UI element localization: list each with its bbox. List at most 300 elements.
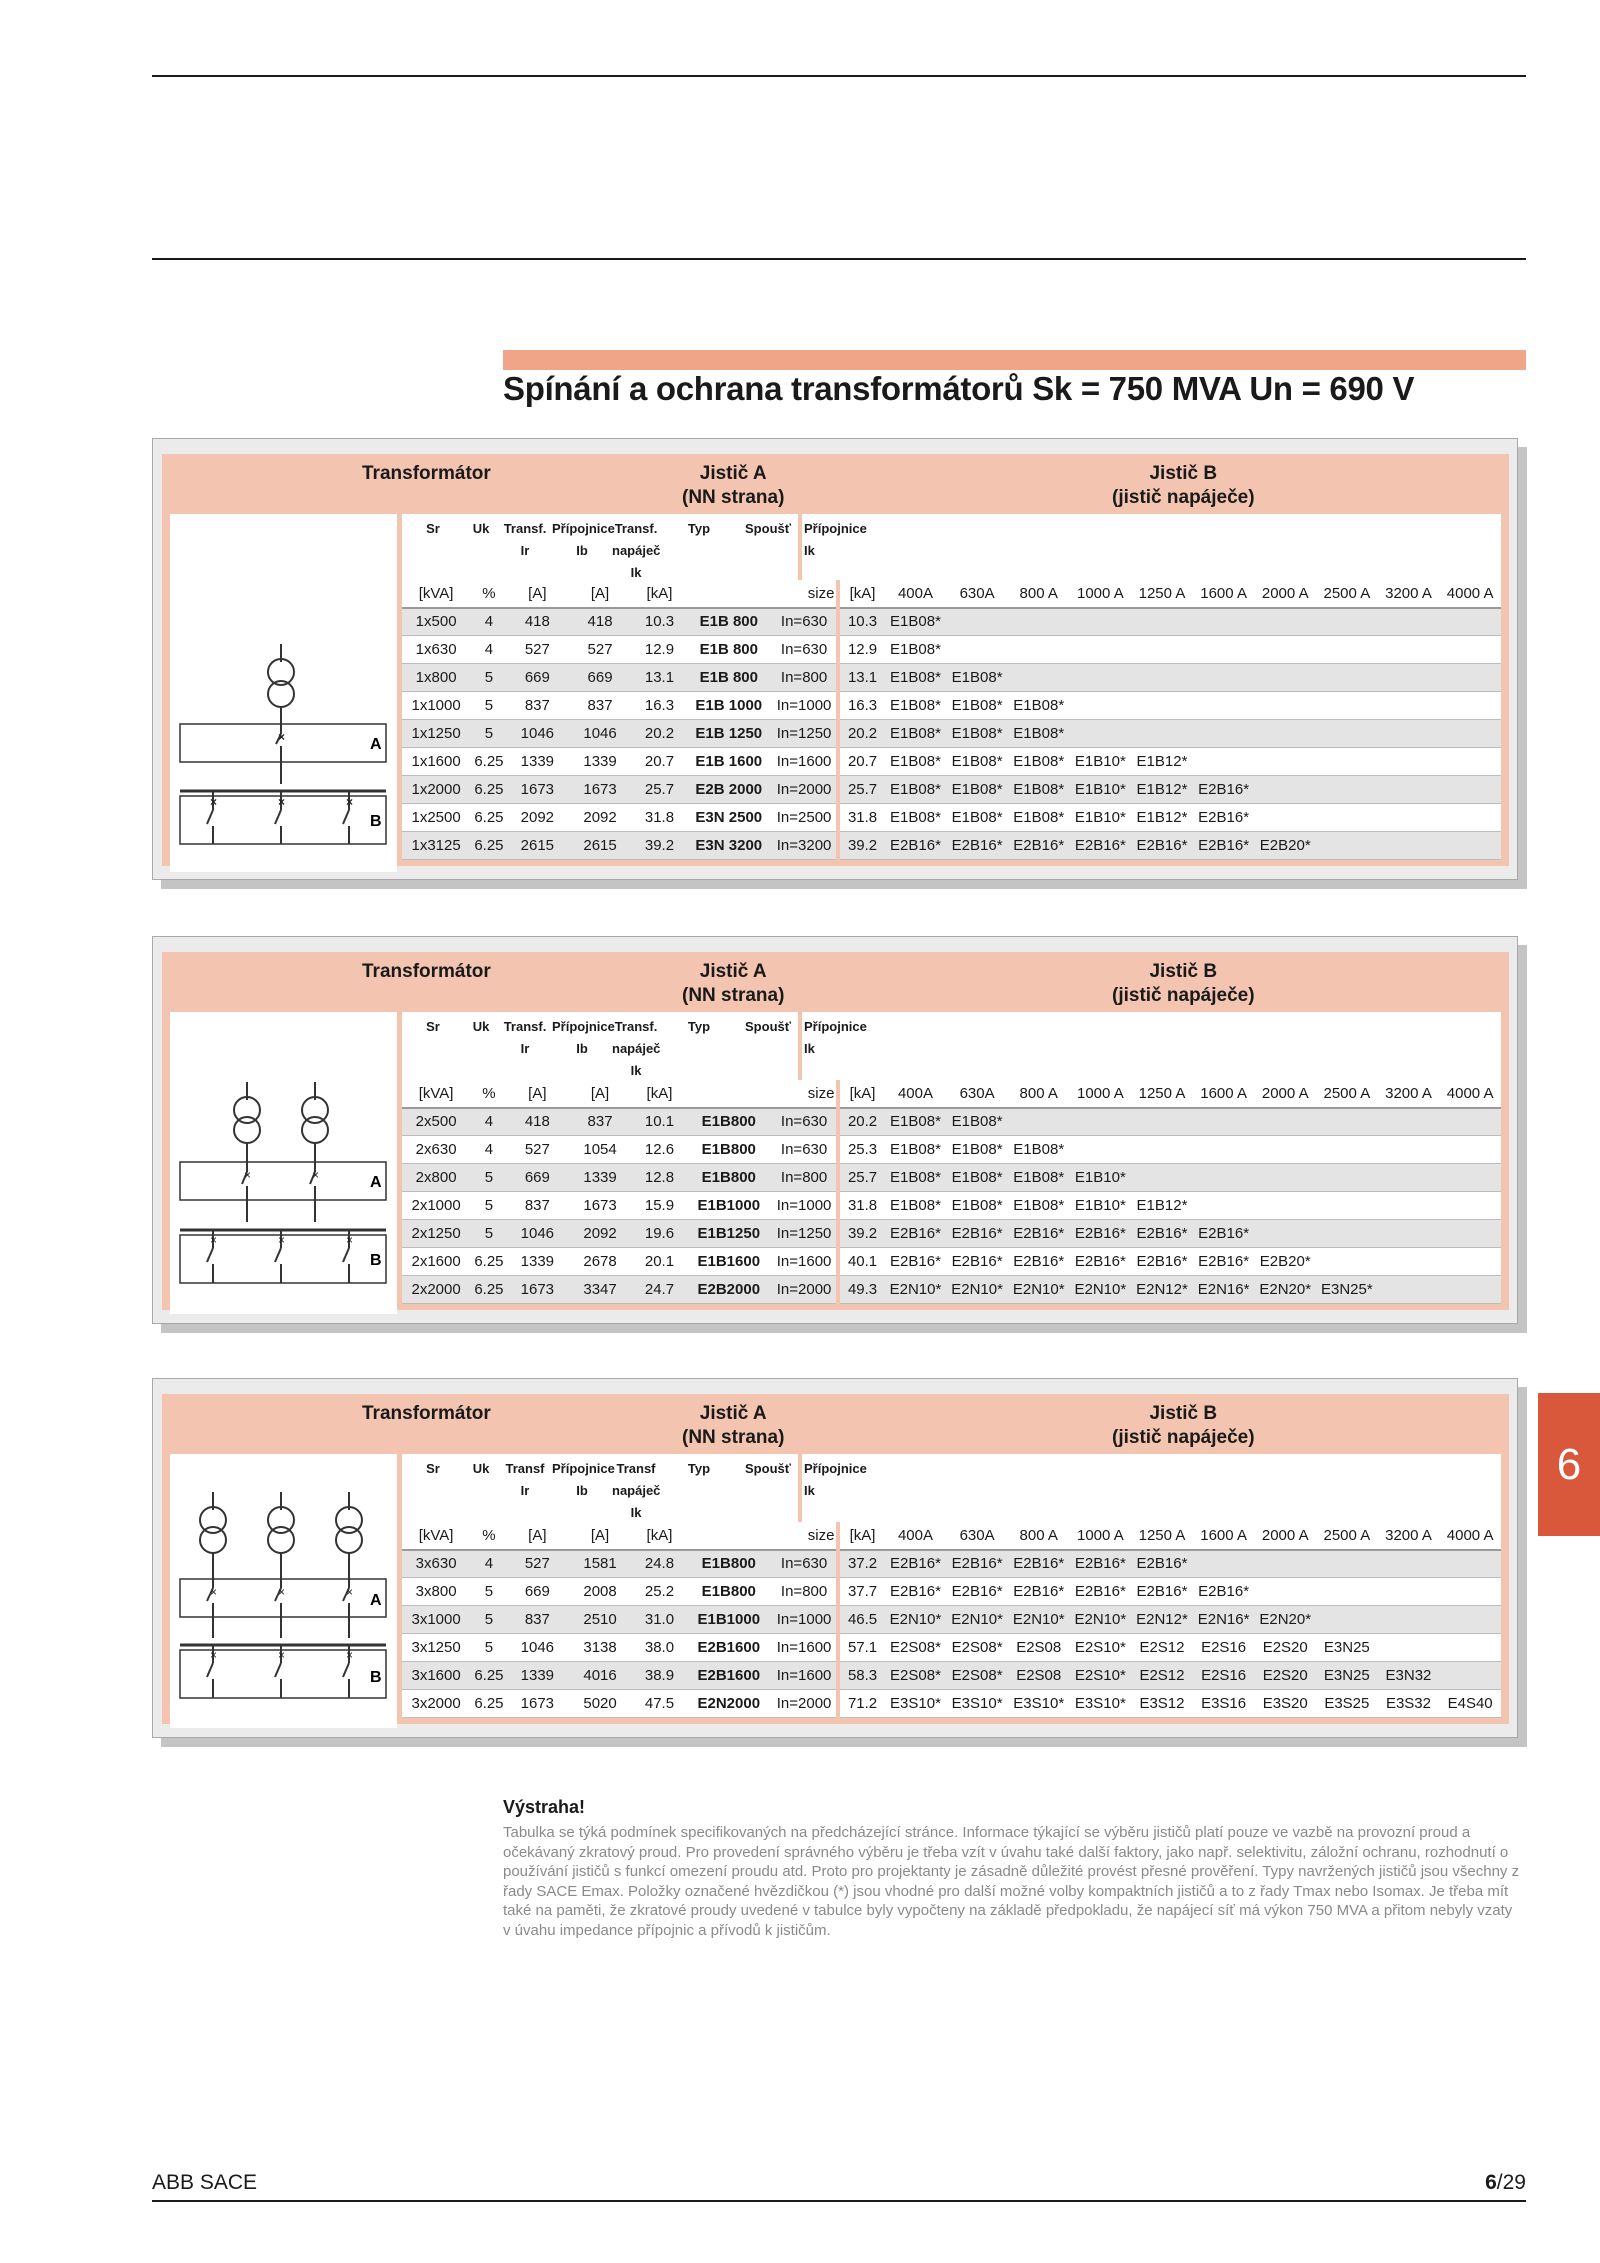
unit-cell: 400A [885, 580, 947, 608]
unit-cell: 1600 A [1193, 1522, 1255, 1550]
table-cell [1070, 692, 1132, 720]
column-header-line: Uk [472, 1019, 490, 1034]
column-header-line: Spoušť [745, 1461, 791, 1476]
breaker-type-cell: E1B1600 [686, 1248, 772, 1276]
table-cell: E2S20 [1254, 1634, 1316, 1662]
table-cell [1131, 636, 1193, 664]
table-row [402, 1164, 1501, 1192]
table-cell [1131, 720, 1193, 748]
table-cell: 5020 [567, 1690, 633, 1718]
table-cell: E2S10* [1070, 1634, 1132, 1662]
table-cell: E2B16* [1008, 832, 1070, 860]
table-cell: E1B08* [946, 776, 1008, 804]
table-cell [1439, 1164, 1501, 1192]
table-cell: E1B10* [1070, 804, 1132, 832]
table-cell: 71.2 [838, 1690, 884, 1718]
column-header-line: Přípojnice [552, 1461, 615, 1476]
three-transformer-diagram [170, 1454, 397, 1728]
column-header-line: Spoušť [745, 1019, 791, 1034]
unit-cell: [kA] [633, 1080, 686, 1108]
table-cell: 31.8 [838, 804, 884, 832]
transformer-size-cell: 1x1600 [402, 748, 470, 776]
table-cell: 4 [470, 636, 507, 664]
table-cell: 31.8 [633, 804, 686, 832]
table-cell: 47.5 [633, 1690, 686, 1718]
transformer-size-cell: 1x2500 [402, 804, 470, 832]
table-cell: E3S10* [1008, 1690, 1070, 1718]
transformer-size-cell: 1x2000 [402, 776, 470, 804]
unit-cell: 400A [885, 1522, 947, 1550]
column-header-line: Ik [804, 543, 815, 558]
table-cell: E1B08* [885, 720, 947, 748]
table-cell [1070, 720, 1132, 748]
table-cell: 527 [508, 1136, 567, 1164]
table-cell: 39.2 [838, 832, 884, 860]
transformer-size-cell: 1x1000 [402, 692, 470, 720]
breaker-type-cell: E1B 1600 [686, 748, 772, 776]
table-cell: E2B16* [1070, 832, 1132, 860]
table-cell: 12.8 [633, 1164, 686, 1192]
table-cell: E1B08* [946, 664, 1008, 692]
column-header-line: Typ [687, 1019, 711, 1034]
column-header-line: Ir [520, 1483, 530, 1498]
table-cell [1439, 776, 1501, 804]
column-header-line: Přípojnice [804, 1461, 867, 1476]
table-cell [1254, 1164, 1316, 1192]
column-header-line: Sr [426, 1461, 440, 1476]
column-header-feeder-transf [612, 1016, 660, 1082]
two-transformer-diagram [170, 1012, 397, 1314]
unit-cell: [A] [567, 1080, 633, 1108]
section-tab[interactable]: 6 [1538, 1393, 1600, 1536]
transformer-size-cell: 2x630 [402, 1136, 470, 1164]
unit-cell: 1250 A [1131, 580, 1193, 608]
svg-text:×: × [210, 1585, 218, 1599]
transformer-size-cell: 1x3125 [402, 832, 470, 860]
table-cell: E1B08* [946, 720, 1008, 748]
svg-text:×: × [346, 1585, 354, 1599]
table-cell [1378, 1108, 1440, 1136]
table-cell [1439, 1136, 1501, 1164]
table-cell: In=1600 [772, 1248, 839, 1276]
table-cell: E2B16* [1008, 1578, 1070, 1606]
unit-cell: [kVA] [402, 1522, 470, 1550]
unit-cell [686, 1522, 772, 1550]
unit-cell: 4000 A [1439, 1080, 1501, 1108]
unit-cell: [kA] [838, 580, 884, 608]
single-line-diagram [170, 514, 397, 872]
table-cell [1316, 1248, 1378, 1276]
svg-text:×: × [244, 1168, 252, 1182]
table-cell: E2B16* [1193, 804, 1255, 832]
table-cell [1193, 1550, 1255, 1578]
table-cell: 10.1 [633, 1108, 686, 1136]
table-cell [1316, 1220, 1378, 1248]
title-accent-bar [503, 350, 1526, 370]
breaker-type-cell: E1B800 [686, 1578, 772, 1606]
column-header-feeder-transf [612, 1458, 660, 1524]
panel-header-area [162, 952, 1509, 1310]
table-cell: 20.7 [838, 748, 884, 776]
table-cell: E1B10* [1070, 748, 1132, 776]
unit-cell: 630A [946, 1522, 1008, 1550]
table-cell: 39.2 [838, 1220, 884, 1248]
table-cell [1254, 804, 1316, 832]
table-row [402, 636, 1501, 664]
table-cell: E2B16* [1131, 832, 1193, 860]
column-header-line: Transf [616, 1461, 656, 1476]
table-row [402, 804, 1501, 832]
table-cell: In=2000 [772, 1276, 839, 1304]
table-cell [1193, 748, 1255, 776]
table-cell: 10.3 [838, 608, 884, 636]
diagram-label-b: B [370, 1669, 382, 1686]
table-cell: E2N10* [1070, 1606, 1132, 1634]
table-row [402, 1690, 1501, 1718]
table-cell: 1339 [508, 1248, 567, 1276]
breaker-a-subtitle: (NN strana) [682, 985, 785, 1006]
table-cell: E1B08* [1008, 776, 1070, 804]
table-cell: E2S12 [1131, 1662, 1193, 1690]
column-header-transf [498, 1458, 552, 1502]
table-cell: 37.2 [838, 1550, 884, 1578]
table-cell [1439, 664, 1501, 692]
breaker-type-cell: E1B 800 [686, 608, 772, 636]
table-cell [1008, 636, 1070, 664]
diagram-label-a: A [370, 736, 382, 753]
table-cell: 418 [508, 608, 567, 636]
table-cell: 527 [508, 636, 567, 664]
breaker-b-header [1112, 462, 1255, 510]
table-cell: E1B08* [946, 1136, 1008, 1164]
table-cell: E1B08* [946, 804, 1008, 832]
table-row [402, 1634, 1501, 1662]
table-cell: 5 [470, 1578, 507, 1606]
table-cell: E1B08* [1008, 720, 1070, 748]
table-cell: E2B16* [1131, 1220, 1193, 1248]
table-cell: E2S10* [1070, 1662, 1132, 1690]
table-cell: 2092 [567, 804, 633, 832]
table-cell: E1B08* [1008, 1136, 1070, 1164]
unit-cell: 2500 A [1316, 1080, 1378, 1108]
table-cell: 20.2 [838, 1108, 884, 1136]
unit-cell: 4000 A [1439, 580, 1501, 608]
breaker-b-subtitle: (jistič napáječe) [1112, 487, 1255, 508]
svg-text:×: × [312, 1168, 320, 1182]
column-header-release [738, 1458, 798, 1480]
table-cell [1131, 664, 1193, 692]
breaker-a-title: Jistič A [699, 1403, 767, 1424]
table-cell: E1B08* [946, 692, 1008, 720]
footer-rule [152, 2200, 1526, 2202]
table-cell: E2N10* [1008, 1606, 1070, 1634]
header-rule [152, 258, 1526, 260]
table-cell: 12.9 [838, 636, 884, 664]
table-cell: 6.25 [470, 1662, 507, 1690]
breaker-type-cell: E2B 2000 [686, 776, 772, 804]
transformer-size-cell: 2x1600 [402, 1248, 470, 1276]
data-table-3 [402, 1454, 1501, 1718]
table-cell: E1B08* [885, 636, 947, 664]
table-cell: E2S08* [946, 1634, 1008, 1662]
table-cell: E2B16* [885, 1550, 947, 1578]
table-cell: E2B16* [1070, 1248, 1132, 1276]
unit-cell: % [470, 1522, 507, 1550]
column-header-line: Ik [630, 1063, 642, 1078]
table-cell: In=1600 [772, 1634, 839, 1662]
unit-cell: 1000 A [1070, 1080, 1132, 1108]
breaker-type-cell: E1B1000 [686, 1606, 772, 1634]
table-cell [1316, 1606, 1378, 1634]
table-cell: 20.2 [633, 720, 686, 748]
table-cell: 20.2 [838, 720, 884, 748]
table-cell: E2N10* [1070, 1276, 1132, 1304]
transformer-size-cell: 3x2000 [402, 1690, 470, 1718]
table-cell: E1B08* [946, 1108, 1008, 1136]
table-cell: E2B16* [1070, 1220, 1132, 1248]
table-cell [1378, 804, 1440, 832]
diagram-label-b: B [370, 1252, 382, 1269]
table-cell [1254, 720, 1316, 748]
table-cell: E2B16* [1193, 1220, 1255, 1248]
table-cell: E2B16* [885, 832, 947, 860]
column-header-line: Ib [576, 1041, 588, 1056]
table-cell [1070, 1108, 1132, 1136]
table-cell: 58.3 [838, 1662, 884, 1690]
table-cell: 5 [470, 692, 507, 720]
table-cell [1378, 748, 1440, 776]
table-cell [1193, 1136, 1255, 1164]
table-cell: 1339 [567, 1164, 633, 1192]
table-cell [1070, 664, 1132, 692]
table-cell [1254, 776, 1316, 804]
table-cell [1439, 1192, 1501, 1220]
units-row [402, 1080, 1501, 1108]
table-cell: 2678 [567, 1248, 633, 1276]
table-cell [1439, 1108, 1501, 1136]
table-cell: E2B16* [1131, 1578, 1193, 1606]
table-cell [1378, 1276, 1440, 1304]
single-line-diagram [170, 1012, 397, 1314]
single-line-diagram [170, 1454, 397, 1728]
table-cell: 2092 [508, 804, 567, 832]
table-cell [1378, 1550, 1440, 1578]
breaker-type-cell: E1B 1000 [686, 692, 772, 720]
breaker-type-cell: E2B1600 [686, 1662, 772, 1690]
column-header-busbar-b [804, 518, 867, 562]
table-cell: 1581 [567, 1550, 633, 1578]
table-cell: 418 [508, 1108, 567, 1136]
table-cell: In=800 [772, 1164, 839, 1192]
table-panel-3 [152, 1378, 1518, 1738]
table-cell [1378, 1192, 1440, 1220]
table-cell: 1339 [508, 748, 567, 776]
column-header-uk [464, 518, 498, 540]
table-cell: 12.6 [633, 1136, 686, 1164]
column-header-line: Transf. [503, 521, 547, 536]
table-cell: 38.9 [633, 1662, 686, 1690]
table-cell [1439, 1220, 1501, 1248]
table-cell: E2N10* [885, 1276, 947, 1304]
table-cell [1439, 1606, 1501, 1634]
table-cell [1008, 1108, 1070, 1136]
table-cell: E1B08* [885, 1192, 947, 1220]
table-cell: E2B16* [946, 1578, 1008, 1606]
table-cell: 5 [470, 1634, 507, 1662]
table-cell: E1B08* [946, 1192, 1008, 1220]
table-cell: E2N10* [946, 1276, 1008, 1304]
table-cell [1254, 1550, 1316, 1578]
svg-text:×: × [278, 1648, 286, 1662]
table-cell: E2S08 [1008, 1662, 1070, 1690]
breaker-a-header [682, 1402, 784, 1450]
table-cell: E1B08* [1008, 748, 1070, 776]
table-cell [1254, 1220, 1316, 1248]
column-header-line: napáječ [612, 543, 661, 558]
table-row [402, 692, 1501, 720]
table-cell: E3N32 [1378, 1662, 1440, 1690]
table-cell: 39.2 [633, 832, 686, 860]
table-cell: E2S16 [1193, 1634, 1255, 1662]
table-cell: E2N20* [1254, 1276, 1316, 1304]
table-cell: 5 [470, 664, 507, 692]
table-cell [1316, 1164, 1378, 1192]
column-header-line: Přípojnice [804, 521, 867, 536]
breaker-b-header [1112, 1402, 1255, 1450]
table-cell: E2B16* [1070, 1578, 1132, 1606]
table-cell: 6.25 [470, 1690, 507, 1718]
column-header-busbar [552, 1016, 615, 1060]
table-cell: In=1600 [772, 748, 839, 776]
table-cell: In=1000 [772, 692, 839, 720]
unit-cell: 3200 A [1378, 580, 1440, 608]
table-cell [1316, 776, 1378, 804]
table-cell: 2510 [567, 1606, 633, 1634]
transformer-size-cell: 3x630 [402, 1550, 470, 1578]
table-cell: E2B16* [1131, 1550, 1193, 1578]
table-cell [946, 636, 1008, 664]
table-cell: 5 [470, 720, 507, 748]
table-cell: E2B16* [946, 1550, 1008, 1578]
column-header-type [660, 518, 738, 540]
breaker-type-cell: E1B1000 [686, 1192, 772, 1220]
unit-cell [686, 580, 772, 608]
svg-text:×: × [278, 1585, 286, 1599]
table-cell: E2S08 [1008, 1634, 1070, 1662]
table-cell: 49.3 [838, 1276, 884, 1304]
table-cell: E3S32 [1378, 1690, 1440, 1718]
table-cell: E3N25 [1316, 1662, 1378, 1690]
breaker-b-title: Jistič B [1149, 961, 1218, 982]
table-cell [1439, 636, 1501, 664]
unit-cell: 1600 A [1193, 580, 1255, 608]
table-cell: E1B08* [1008, 804, 1070, 832]
table-cell: E2B16* [946, 1220, 1008, 1248]
unit-cell: size [772, 1522, 839, 1550]
footer-page-total: /29 [1496, 2171, 1526, 2194]
table-cell [1316, 720, 1378, 748]
transformer-size-cell: 3x1250 [402, 1634, 470, 1662]
table-cell: E2B16* [946, 1248, 1008, 1276]
column-header-line: Sr [426, 521, 440, 536]
table-cell: 25.2 [633, 1578, 686, 1606]
table-cell [1378, 1634, 1440, 1662]
table-cell: E2B16* [1008, 1550, 1070, 1578]
table-row [402, 1192, 1501, 1220]
table-cell [1378, 692, 1440, 720]
table-cell: E2N16* [1193, 1606, 1255, 1634]
table-cell: E1B08* [1008, 1164, 1070, 1192]
breaker-type-cell: E1B800 [686, 1108, 772, 1136]
table-cell: In=2000 [772, 776, 839, 804]
diagram-label-a: A [370, 1174, 382, 1191]
unit-cell: 3200 A [1378, 1522, 1440, 1550]
unit-cell: 800 A [1008, 1522, 1070, 1550]
footer-company: ABB SACE [152, 2171, 258, 2194]
top-rule [152, 75, 1526, 77]
table-cell: E3S16 [1193, 1690, 1255, 1718]
table-cell: E4S40 [1439, 1690, 1501, 1718]
table-cell: E1B08* [885, 804, 947, 832]
table-cell: E2B16* [946, 832, 1008, 860]
table-cell: E1B12* [1131, 776, 1193, 804]
table-cell: 2092 [567, 1220, 633, 1248]
column-header-busbar [552, 518, 615, 562]
table-cell: E1B12* [1131, 748, 1193, 776]
table-cell [1439, 1276, 1501, 1304]
transformer-size-cell: 3x1000 [402, 1606, 470, 1634]
column-header-transf [498, 518, 552, 562]
unit-cell: 3200 A [1378, 1080, 1440, 1108]
column-header-line: Ik [804, 1041, 815, 1056]
warning-title: Výstraha! [503, 1797, 586, 1817]
table-cell [1439, 1248, 1501, 1276]
transformer-header: Transformátor [362, 463, 491, 484]
table-cell [1070, 636, 1132, 664]
column-header-line: napáječ [612, 1483, 661, 1498]
unit-cell: size [772, 580, 839, 608]
table-cell: E3S10* [885, 1690, 947, 1718]
table-row [402, 664, 1501, 692]
unit-cell [686, 1080, 772, 1108]
table-cell: In=1000 [772, 1606, 839, 1634]
breaker-a-title: Jistič A [699, 961, 767, 982]
unit-cell: 2000 A [1254, 580, 1316, 608]
breaker-a-subtitle: (NN strana) [682, 487, 785, 508]
table-cell: 37.7 [838, 1578, 884, 1606]
table-cell: E2S08* [885, 1662, 947, 1690]
breaker-type-cell: E3N 3200 [686, 832, 772, 860]
transformer-size-cell: 2x500 [402, 1108, 470, 1136]
svg-text:×: × [346, 795, 354, 809]
column-header-busbar-b [804, 1458, 867, 1502]
table-cell [1316, 748, 1378, 776]
table-cell [1193, 692, 1255, 720]
column-header-line: Ir [520, 1041, 530, 1056]
svg-text:×: × [210, 1648, 218, 1662]
table-cell: E2N20* [1254, 1606, 1316, 1634]
table-cell: E3S10* [1070, 1690, 1132, 1718]
table-cell: E2B16* [885, 1248, 947, 1276]
table-cell: 2615 [508, 832, 567, 860]
column-header-feeder-transf [612, 518, 660, 584]
table-cell: E2N16* [1193, 1276, 1255, 1304]
table-cell: E1B10* [1070, 1192, 1132, 1220]
table-cell [1439, 608, 1501, 636]
table-row [402, 1248, 1501, 1276]
table-cell: 669 [508, 664, 567, 692]
table-cell: 1673 [508, 1276, 567, 1304]
